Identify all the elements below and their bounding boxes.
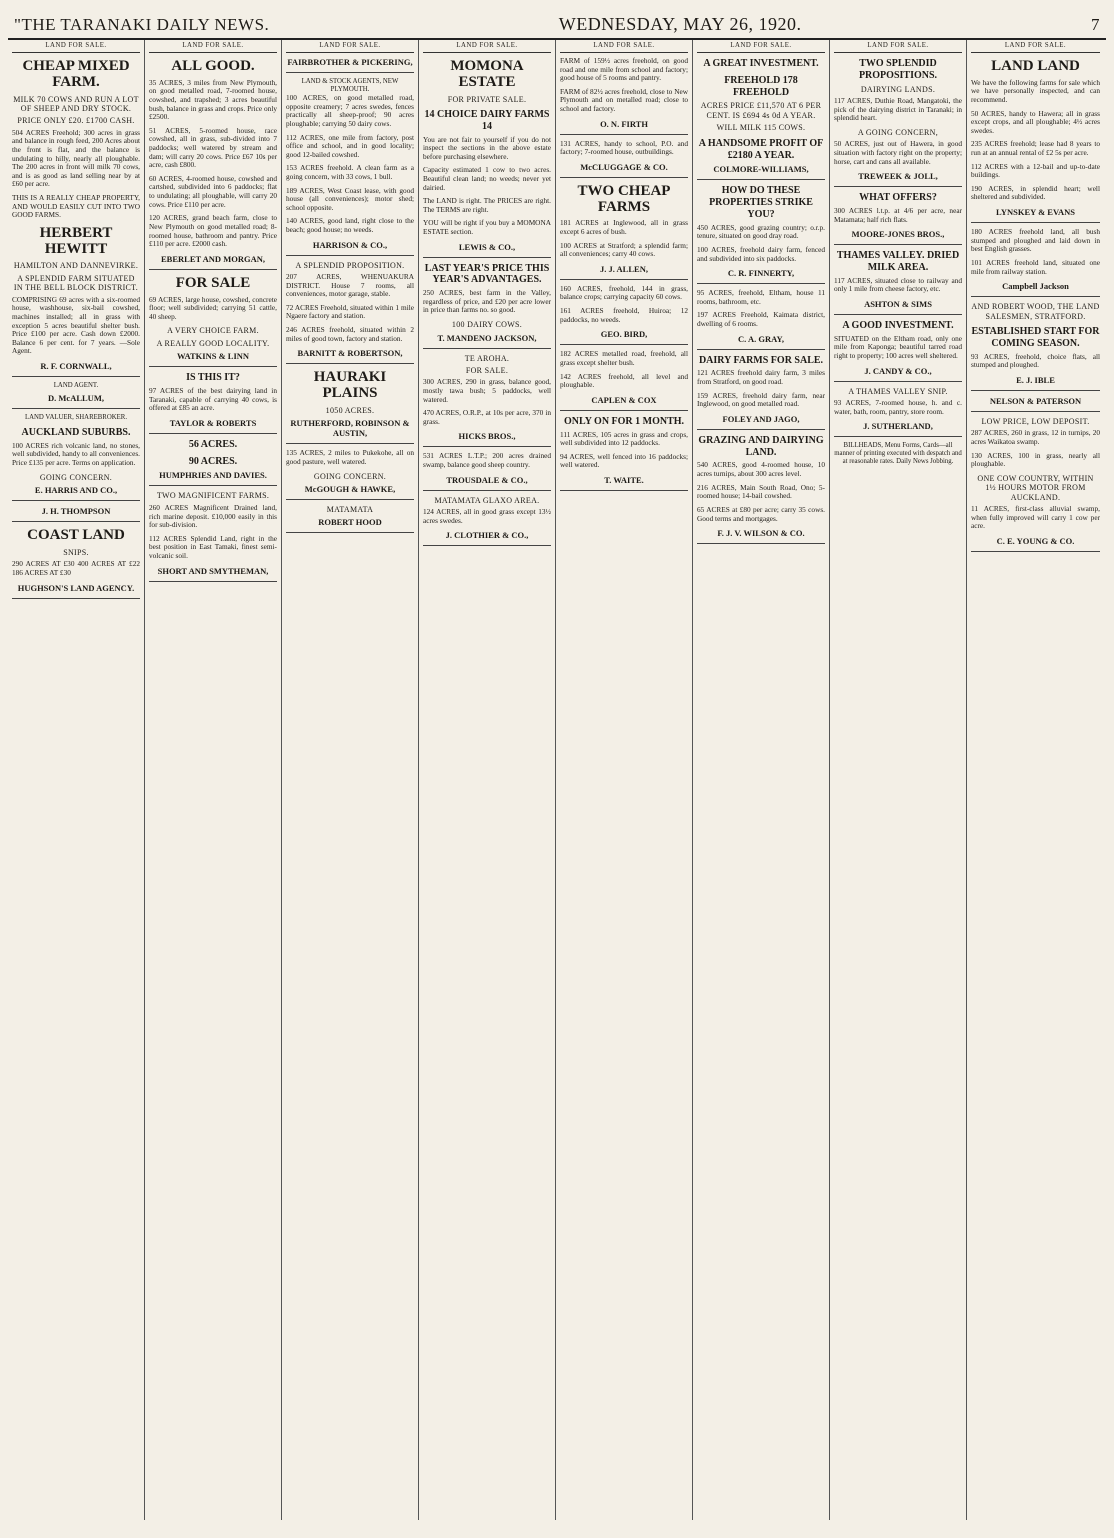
ad-text: 112 ACRES, one mile from factory, post office and school, and in good locality; good 12-bailed cowshed. — [286, 132, 414, 159]
agent-name: Campbell Jackson — [1002, 281, 1069, 292]
classified-ad — [697, 311, 825, 328]
ad-text: 504 ACRES Freehold; 300 acres in grass and balance in rough feed, 200 Acres about the front is flat, and the balance is undulating to hilly, nearly all ploughable. The 200 acres in front will milk 70 cows, and is as good as land selling near by at £60 per acre. — [12, 127, 140, 189]
agent-name: COLMORE-WILLIAMS, — [713, 164, 809, 175]
ad-text: 93 ACRES, freehold, choice flats, all stumped and ploughed. — [971, 351, 1100, 370]
classified-ad — [423, 166, 551, 192]
agent-detail: LAND AGENT. — [53, 382, 99, 390]
classified-ad — [560, 219, 688, 236]
agent-name: GEO. BIRD, — [600, 329, 648, 340]
ad-text: 60 ACRES, 4-roomed house, cowshed and cartshed, subdivided into 6 paddocks; flat to undulating; all ploughable, will carry 20 cows. Price £110 per acre. — [149, 173, 277, 209]
divider — [971, 222, 1100, 223]
classified-ad — [286, 134, 414, 160]
ad-text: 117 ACRES, situated close to railway and only 1 mile from cheese factory, etc. — [834, 275, 962, 294]
agent-name: TREWEEK & JOLL, — [858, 171, 938, 182]
masthead-date: WEDNESDAY, MAY 26, 1920. — [558, 14, 802, 34]
ad-heading: TE AROHA. — [464, 353, 510, 363]
agent-name: E. HARRIS AND CO., — [34, 485, 118, 496]
column-header: LAND FOR SALE. — [834, 42, 962, 53]
ad-heading: ESTABLISHED START FOR COMING SEASON. — [971, 326, 1100, 349]
ad-text: 93 ACRES, 7-roomed house, h. and c. water, bath, room, pantry, store room. — [834, 398, 962, 416]
ad-heading: HERBERT HEWITT — [39, 224, 113, 257]
ad-heading: IS THIS IT? — [186, 372, 240, 384]
agent-name: EBERLET AND MORGAN, — [161, 253, 265, 264]
ad-text: 207 ACRES, WHENUAKURA DISTRICT. House 7 rooms, all conveniences, motor garage, stable. — [286, 272, 414, 299]
column-1 — [8, 40, 145, 1520]
ad-text: 65 ACRES at £80 per acre; carry 35 cows. Good terms and mortgages. — [697, 504, 825, 523]
ad-text: We have the following farms for sale which we have personally inspected, and can recommend. — [971, 77, 1100, 104]
agent-name: HUGHSON'S LAND AGENCY. — [17, 582, 135, 593]
ad-text: 101 ACRES freehold land, situated one mile from railway station. — [971, 257, 1100, 276]
classified-ad — [697, 484, 825, 501]
ad-text: 50 ACRES, just out of Hawera, in good situation with factory right on the property; horse, cart and cans all available. — [834, 139, 962, 166]
ad-text: 112 ACRES with a 12-bail and up-to-date buildings. — [971, 161, 1100, 180]
ad-heading: DAIRY FARMS FOR SALE. — [698, 354, 824, 366]
agent-name: MOORE-JONES BROS., — [851, 229, 945, 240]
classified-ad — [149, 387, 277, 413]
ad-text: 50 ACRES, handy to Hawera; all in grass except crops, and all ploughable; 4½ acres swedes. — [971, 108, 1100, 135]
agent-name: HUMPHRIES AND DAVIES. — [159, 470, 267, 481]
ad-text: 470 ACRES, O.R.P., at 10s per acre, 370 in grass. — [423, 408, 551, 426]
column-header: LAND FOR SALE. — [560, 42, 688, 53]
agent-name: J. CLOTHIER & CO., — [445, 530, 529, 541]
divider — [12, 376, 140, 377]
divider — [423, 545, 551, 546]
ad-text: 130 ACRES, 100 in grass, nearly all ploughable. — [971, 450, 1100, 469]
ad-text: 287 ACRES, 260 in grass, 12 in turnips, 20 acres Waikatoa swamp. — [971, 428, 1100, 446]
agent-name: WATKINS & LINN — [176, 351, 250, 362]
classified-ad — [971, 505, 1100, 531]
classified-ad — [560, 307, 688, 324]
classified-ad — [423, 219, 551, 236]
classified-ad — [834, 97, 962, 123]
classified-ad — [149, 79, 277, 122]
ad-heading: HOW DO THESE PROPERTIES STRIKE YOU? — [709, 185, 813, 220]
agent-name: LYNSKEY & EVANS — [995, 207, 1076, 218]
ad-heading: LAND LAND — [991, 58, 1080, 75]
classified-ad — [834, 207, 962, 224]
divider — [12, 598, 140, 599]
classified-ad — [149, 296, 277, 322]
classified-ad — [697, 369, 825, 386]
ad-heading: GOING CONCERN. — [313, 471, 387, 481]
ad-text: The LAND is right. The PRICES are right. The TERMS are right. — [423, 196, 551, 214]
column-2 — [145, 40, 282, 1520]
agent-name: SHORT AND SMYTHEMAN, — [157, 565, 269, 576]
classified-ad — [286, 164, 414, 181]
divider — [834, 314, 962, 315]
ad-text: 250 ACRES, best farm in the Valley, regardless of price, and £20 per acre lower in price than farms no. so good. — [423, 288, 551, 315]
agent-name: ROBERT HOOD — [318, 517, 382, 528]
classified-ad — [971, 228, 1100, 254]
ad-text: 100 ACRES at Stratford; a splendid farm; all conveniences; carry 40 cows. — [560, 240, 688, 259]
classified-ad — [149, 175, 277, 209]
ad-heading: FOR SALE. — [465, 365, 509, 375]
classified-ad — [423, 289, 551, 315]
agent-name: TROUSDALE & CO., — [446, 474, 528, 485]
divider — [560, 177, 688, 178]
ad-text: 131 ACRES, handy to school, P.O. and factory; 7-roomed house, outbuildings. — [560, 138, 688, 157]
ad-text: SITUATED on the Eltham road, only one mile from Kaponga; beautiful tarred road right to property; 100 acres well sheltered. — [834, 333, 962, 361]
ad-heading: MOMONA ESTATE — [450, 58, 524, 90]
classified-ad — [12, 296, 140, 356]
ad-heading: FREEHOLD 178 FREEHOLD — [724, 74, 798, 98]
classified-ad — [560, 285, 688, 302]
divider — [423, 446, 551, 447]
divider — [834, 244, 962, 245]
divider — [560, 410, 688, 411]
divider — [834, 381, 962, 382]
classified-ad — [560, 453, 688, 470]
ad-heading: AUCKLAND SUBURBS. — [21, 427, 131, 439]
ad-heading: FOR SALE — [175, 274, 251, 291]
divider — [12, 521, 140, 522]
ad-text: 190 ACRES, in splendid heart; well sheltered and subdivided. — [971, 183, 1100, 202]
classified-ad — [560, 140, 688, 157]
ad-heading: 1050 ACRES. — [325, 405, 375, 415]
ad-text: 121 ACRES freehold dairy farm, 3 miles from Stratford, on good road. — [697, 368, 825, 387]
ad-text: 181 ACRES at Inglewood, all in grass except 6 acres of bush. — [560, 218, 688, 237]
column-4 — [419, 40, 556, 1520]
agent-name: C. R. FINNERTY, — [727, 268, 795, 279]
classified-ad — [834, 335, 962, 361]
divider — [149, 485, 277, 486]
divider — [697, 179, 825, 180]
ad-heading: ACRES PRICE £11,570 AT 6 PER CENT. IS £694 4s 0d A YEAR. — [700, 101, 822, 120]
classified-ad — [560, 373, 688, 390]
agent-detail: BILLHEADS, Menu Forms, Cards—all manner of printing executed with despatch and at reasonable rates. Daily News Jobbing. — [834, 442, 962, 466]
ad-heading: GRAZING AND DAIRYING LAND. — [698, 434, 824, 458]
ad-text: 182 ACRES metalled road, freehold, all grass except shelter bush. — [560, 349, 688, 367]
divider — [971, 551, 1100, 552]
page-number: 7 — [1091, 15, 1100, 34]
ad-heading: A REALLY GOOD LOCALITY. — [156, 338, 270, 348]
columns — [8, 40, 1106, 1520]
ad-heading: ONLY ON FOR 1 MONTH. — [563, 415, 685, 427]
divider — [971, 390, 1100, 391]
divider — [286, 363, 414, 364]
column-5 — [556, 40, 693, 1520]
ad-text: 111 ACRES, 105 acres in grass and crops, well subdivided into 12 paddocks. — [560, 429, 688, 448]
column-header: LAND FOR SALE. — [971, 42, 1100, 53]
ad-heading: PRICE ONLY £20. £1700 CASH. — [17, 116, 135, 126]
ad-heading: ONE COW COUNTRY, WITHIN 1½ HOURS MOTOR FROM AUCKLAND. — [977, 473, 1094, 502]
ad-text: 300 ACRES l.t.p. at 4/6 per acre, near Matamata; half rich flats. — [834, 205, 962, 224]
ad-heading: SNIPS. — [63, 547, 89, 557]
column-header: LAND FOR SALE. — [286, 42, 414, 53]
divider — [560, 490, 688, 491]
divider — [149, 581, 277, 582]
ad-heading: AND ROBERT WOOD, THE LAND SALESMEN, STRATFORD. — [971, 302, 1100, 321]
divider — [286, 499, 414, 500]
classified-ad — [560, 242, 688, 259]
classified-ad — [149, 535, 277, 561]
divider — [971, 296, 1100, 297]
ad-heading: ALL GOOD. — [171, 58, 255, 75]
classified-ad — [971, 452, 1100, 469]
divider — [286, 255, 414, 256]
agent-name: T. MANDENO JACKSON, — [437, 332, 537, 343]
divider — [560, 344, 688, 345]
classified-ad — [423, 508, 551, 525]
ad-heading: WHAT OFFERS? — [859, 192, 937, 204]
classified-ad — [834, 399, 962, 416]
ad-heading: 56 ACRES. — [188, 438, 238, 450]
classified-ad — [12, 194, 140, 220]
ad-heading: A THAMES VALLEY SNIP. — [848, 386, 948, 396]
divider — [697, 349, 825, 350]
agent-name: FAIRBROTHER & PICKERING, — [287, 57, 413, 68]
column-header: LAND FOR SALE. — [12, 42, 140, 53]
agent-name: HARRISON & CO., — [312, 239, 388, 250]
divider — [286, 443, 414, 444]
column-8 — [967, 40, 1104, 1520]
agent-name: FOLEY AND JAGO, — [722, 413, 800, 424]
ad-text: You are not fair to yourself if you do not inspect the sections in the above estate before purchasing elsewhere. — [423, 134, 551, 161]
divider — [971, 411, 1100, 412]
classified-ad — [149, 214, 277, 248]
agent-name: CAPLEN & COX — [591, 394, 657, 405]
ad-heading: THAMES VALLEY. DRIED MILK AREA. — [836, 250, 960, 273]
agent-name: D. McALLUM, — [48, 393, 104, 404]
ad-text: 450 ACRES, good grazing country; o.r.p. tenure, situated on good dray road. — [697, 222, 825, 241]
ad-text: 216 ACRES, Main South Road, Ono; 5-roomed house; 14-bail cowshed. — [697, 482, 825, 501]
classified-ad — [286, 94, 414, 128]
ad-text: YOU will be right if you buy a MOMONA ESTATE section. — [423, 218, 551, 237]
classified-ad — [149, 504, 277, 530]
agent-name: R. F. CORNWALL, — [40, 361, 112, 371]
agent-name: RUTHERFORD, ROBINSON & AUSTIN, — [290, 418, 410, 439]
classified-ad — [697, 289, 825, 306]
column-header: LAND FOR SALE. — [149, 42, 277, 53]
agent-name: J. J. ALLEN, — [600, 263, 648, 274]
classified-ad — [697, 506, 825, 523]
classified-ad — [971, 185, 1100, 202]
classified-ad — [971, 79, 1100, 105]
ad-text: 159 ACRES, freehold dairy farm, near Inglewood, on good metalled road. — [697, 390, 825, 409]
agent-name: C. E. YOUNG & CO. — [996, 535, 1075, 546]
ad-heading: A SPLENDID PROPOSITION. — [295, 260, 405, 270]
ad-text: 69 ACRES, large house, cowshed, concrete floor; well subdivided; carrying 51 cattle, 40 sheep. — [149, 294, 277, 321]
divider — [286, 72, 414, 73]
ad-text: 180 ACRES freehold land, all bush stumped and ploughed and laid down in best English grasses. — [971, 227, 1100, 254]
ad-heading: LOW PRICE, LOW DEPOSIT. — [981, 416, 1090, 426]
divider — [12, 408, 140, 409]
divider — [560, 134, 688, 135]
ad-heading: DAIRYING LANDS. — [860, 84, 936, 94]
divider — [560, 279, 688, 280]
ad-heading: A GOING CONCERN, — [857, 127, 939, 137]
ad-text: 160 ACRES, freehold, 144 in grass, balance crops; carrying capacity 60 cows. — [560, 283, 688, 302]
ad-text: 94 ACRES, well fenced into 16 paddocks; well watered. — [560, 451, 688, 470]
classified-ad — [560, 431, 688, 448]
ad-heading: TWO MAGNIFICENT FARMS. — [156, 491, 270, 501]
divider — [697, 283, 825, 284]
ad-text: 100 ACRES, freehold dairy farm, fenced and subdivided into six paddocks. — [697, 244, 825, 263]
agent-name: TAYLOR & ROBERTS — [169, 417, 257, 428]
agent-name: NELSON & PATERSON — [989, 395, 1082, 406]
classified-ad — [697, 461, 825, 478]
classified-ad — [971, 163, 1100, 180]
ad-text: 531 ACRES L.T.P.; 200 acres drained swamp, balance good sheep country. — [423, 451, 551, 470]
divider — [423, 257, 551, 258]
ad-text: 153 ACRES freehold. A clean farm as a going concern, with 33 cows, 1 bull. — [286, 163, 414, 181]
agent-name: O. N. FIRTH — [600, 118, 648, 129]
divider — [12, 500, 140, 501]
classified-ad — [286, 304, 414, 321]
ad-heading: A SPLENDID FARM SITUATED IN THE BELL BLOCK DISTRICT. — [13, 273, 139, 293]
masthead — [8, 14, 1106, 40]
agent-name: McGOUGH & HAWKE, — [304, 483, 396, 494]
ad-text: FARM of 159½ acres freehold, on good road and one mile from school and factory; good house of 5 rooms and pantry. — [560, 56, 688, 83]
column-7 — [830, 40, 967, 1520]
ad-text: FARM of 82½ acres freehold, close to New Plymouth and on metalled road; close to school and factory. — [560, 86, 688, 114]
ad-text: 246 ACRES freehold, situated within 2 miles of good town, factory and station. — [286, 325, 414, 343]
classified-ad — [423, 378, 551, 404]
ad-text: 100 ACRES, on good metalled road, opposite creamery; 7 acres swedes, fences practically all sheep-proof; 90 acres ploughable; carrying 50 dairy cows. — [286, 93, 414, 128]
divider — [834, 436, 962, 437]
ad-heading: MATAMATA GLAXO AREA. — [434, 495, 540, 505]
classified-ad — [423, 197, 551, 214]
ad-heading: CHEAP MIXED FARM. — [22, 58, 130, 90]
ad-heading: A GREAT INVESTMENT. — [703, 58, 819, 70]
classified-ad — [834, 140, 962, 166]
classified-ad — [286, 273, 414, 299]
agent-name: HICKS BROS., — [458, 431, 516, 442]
column-6 — [693, 40, 830, 1520]
divider — [149, 366, 277, 367]
column-header: LAND FOR SALE. — [423, 42, 551, 53]
classified-ad — [149, 127, 277, 170]
ad-text: 95 ACRES, freehold, Eltham, house 11 rooms, bathroom, etc. — [697, 288, 825, 306]
agent-name: ASHTON & SIMS — [864, 299, 932, 309]
classified-ad — [423, 409, 551, 426]
agent-name: McCLUGGAGE & CO. — [580, 161, 668, 172]
ad-text: 189 ACRES, West Coast lease, with good house (all conveniences); motor shed; school opposite. — [286, 185, 414, 212]
ad-text: 97 ACRES of the best dairying land in Taranaki, capable of carrying 40 cows, is offered at £85 an acre. — [149, 386, 277, 413]
agent-name: T. WAITE. — [604, 475, 644, 486]
divider — [149, 433, 277, 434]
ad-heading: WILL MILK 115 COWS. — [716, 123, 806, 133]
ad-text: 140 ACRES, good land, right close to the beach; good house; no weeds. — [286, 216, 414, 234]
ad-text: 100 ACRES rich volcanic land, no stones, well subdivided, handy to all conveniences. Price £135 per acre. Terms on application. — [12, 440, 140, 468]
ad-heading: COAST LAND — [27, 527, 125, 544]
ad-text: 120 ACRES, grand beach farm, close to New Plymouth on good metalled road; 8-roomed house, bathroom and pantry. Price £110 per acre. £2000 cash. — [149, 213, 277, 249]
agent-name: J. CANDY & CO., — [864, 365, 932, 376]
classified-ad — [971, 140, 1100, 157]
ad-text: 290 ACRES AT £30 400 ACRES AT £22 186 ACRES AT £30 — [12, 559, 140, 577]
ad-heading: A GOOD INVESTMENT. — [842, 320, 954, 332]
divider — [286, 532, 414, 533]
ad-text: 11 ACRES, first-class alluvial swamp, when fully improved will carry 1 cow per acre. — [971, 504, 1100, 531]
agent-detail: LAND & STOCK AGENTS, NEW PLYMOUTH. — [301, 78, 399, 94]
ad-text: 197 ACRES Freehold, Kaimata district, dwelling of 6 rooms. — [697, 310, 825, 328]
ad-text: 142 ACRES freehold, all level and ploughable. — [560, 371, 688, 390]
ad-text: 124 ACRES, all in good grass except 13½ acres swedes. — [423, 507, 551, 525]
ad-text: 51 ACRES, 5-roomed house, race cowshed, all in grass, sub-divided into 7 paddocks; well watered by stream and dam; will carry 20 cows. Price £67 10s per acre, cash £800. — [149, 125, 277, 170]
ad-heading: 90 ACRES. — [188, 455, 238, 467]
ad-heading: MILK 70 COWS AND RUN A LOT OF SHEEP AND DRY STOCK. — [13, 94, 139, 113]
ad-heading: HAURAKI PLAINS — [313, 369, 387, 402]
classified-ad — [697, 246, 825, 263]
divider — [423, 348, 551, 349]
ad-text: COMPRISING 69 acres with a six-roomed house, washhouse, six-bail cowshed, machines installed; all in grass with exception 5 acres beautiful shelter bush. Price £100 per acre. Cash down £2000. Balance 6 per cent. for 7 years. —Sole Agent. — [12, 294, 140, 356]
ad-text: 260 ACRES Magnificent Drained land, rich marine deposit. £10,000 easily in this for sub-division. — [149, 502, 277, 530]
masthead-left: "THE TARANAKI DAILY NEWS. — [14, 15, 270, 34]
ad-text: 117 ACRES, Duthie Road, Mangatoki, the pick of the dairying district in Taranaki; in splendid heart. — [834, 96, 962, 123]
ad-text: 135 ACRES, 2 miles to Pukekohe, all on good pasture, well watered. — [286, 448, 414, 466]
ad-heading: 14 CHOICE DAIRY FARMS 14 — [424, 108, 550, 132]
column-3 — [282, 40, 419, 1520]
classified-ad — [697, 224, 825, 241]
ad-heading: LAST YEAR'S PRICE THIS YEAR'S ADVANTAGES. — [424, 262, 550, 286]
divider — [149, 269, 277, 270]
divider — [423, 490, 551, 491]
classified-ad — [971, 110, 1100, 136]
ad-text: 112 ACRES Splendid Land, right in the best position in East Tamaki, finest semi-volcanic soil. — [149, 533, 277, 560]
classified-ad — [560, 350, 688, 367]
ad-text: 161 ACRES freehold, Huiroa; 12 paddocks, no weeds. — [560, 306, 688, 324]
ad-heading: A VERY CHOICE FARM. — [167, 326, 259, 336]
agent-name: E. J. IBLE — [1016, 374, 1055, 385]
classified-ad — [12, 129, 140, 189]
agent-name: J. H. THOMPSON — [41, 506, 111, 517]
classified-ad — [697, 392, 825, 409]
classified-ad — [12, 560, 140, 577]
agent-name: BARNITT & ROBERTSON, — [297, 348, 403, 359]
classified-ad — [286, 449, 414, 466]
classified-ad — [423, 136, 551, 162]
agent-name: J. SUTHERLAND, — [863, 421, 933, 432]
classified-ad — [286, 187, 414, 213]
ad-heading: 100 DAIRY COWS. — [451, 320, 523, 330]
ad-heading: GOING CONCERN. — [39, 472, 113, 482]
ad-text: THIS IS A REALLY CHEAP PROPERTY, AND WOULD EASILY CUT INTO TWO GOOD FARMS. — [12, 193, 140, 220]
classified-ad — [560, 88, 688, 114]
classified-ad — [971, 429, 1100, 446]
ad-heading: HAMILTON AND DANNEVIRKE. — [13, 261, 139, 271]
classified-ad — [286, 326, 414, 343]
classified-ad — [971, 259, 1100, 276]
ad-text: 300 ACRES, 290 in grass, balance good, mostly tawa bush; 5 paddocks, well watered. — [423, 377, 551, 404]
ad-heading: FOR PRIVATE SALE. — [447, 94, 527, 104]
column-header: LAND FOR SALE. — [697, 42, 825, 53]
classified-ad — [12, 442, 140, 468]
divider — [697, 429, 825, 430]
classified-ad — [560, 57, 688, 83]
ad-text: 540 ACRES, good 4-roomed house, 10 acres turnips, about 300 acres level. — [697, 460, 825, 479]
divider — [834, 186, 962, 187]
ad-text: 235 ACRES freehold; lease had 8 years to run at an annual rental of £2 5s per acre. — [971, 139, 1100, 158]
agent-name: LEWIS & CO., — [458, 241, 516, 252]
ad-heading: TWO CHEAP FARMS — [577, 182, 671, 215]
classified-ad — [971, 353, 1100, 370]
ad-text: 35 ACRES, 3 miles from New Plymouth, on good metalled road, 7-roomed house, cowshed, and trapshed; 3 acres beautiful bush, balance in grass and crops. Price only £2500. — [149, 77, 277, 122]
ad-heading: TWO SPLENDID PROPOSITIONS. — [858, 58, 938, 81]
classified-ad — [286, 217, 414, 234]
agent-name: F. J. V. WILSON & CO. — [717, 528, 805, 539]
classified-ad — [423, 452, 551, 469]
ad-text: Capacity estimated 1 cow to two acres. Beautiful clean land; no weeds; never yet dairied. — [423, 165, 551, 192]
agent-name: C. A. GRAY, — [738, 333, 784, 344]
ad-heading: MATAMATA — [326, 504, 374, 514]
ad-heading: A HANDSOME PROFIT OF £2180 A YEAR. — [698, 137, 824, 161]
ad-text: 72 ACRES Freehold, situated within 1 mile Ngaere factory and station. — [286, 302, 414, 321]
divider — [697, 543, 825, 544]
agent-detail: LAND VALUER, SHAREBROKER. — [24, 414, 128, 422]
classified-ad — [834, 277, 962, 294]
